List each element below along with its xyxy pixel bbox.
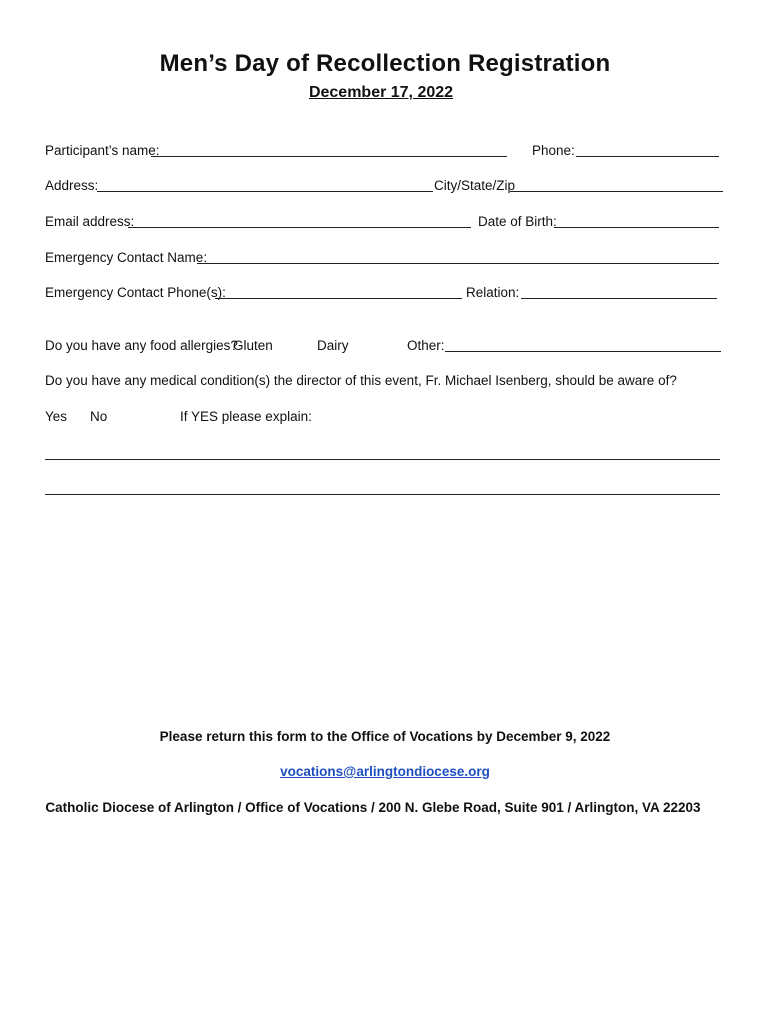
medical-answer-row — [45, 409, 725, 429]
email-row — [45, 214, 725, 234]
address-row — [45, 178, 725, 198]
form-title: Men’s Day of Recollection Registration — [159, 50, 611, 77]
city-state-zip-label: City/State/Zip — [434, 178, 516, 193]
emergency-phone-row — [45, 285, 725, 305]
city-state-zip-field[interactable] — [510, 178, 723, 192]
emergency-phone-label: Emergency Contact Phone(s): — [45, 285, 226, 300]
email-field[interactable] — [128, 214, 471, 228]
explain-line-1[interactable] — [45, 458, 720, 460]
emergency-name-row — [45, 250, 725, 270]
explain-label: If YES please explain: — [180, 409, 312, 424]
contact-email — [0, 764, 770, 779]
participant-name-label: Participant’s name: — [45, 143, 160, 158]
allergies-question: Do you have any food allergies? — [45, 338, 238, 353]
address-field[interactable] — [97, 178, 433, 192]
address-label: Address: — [45, 178, 99, 193]
gluten-option[interactable]: Gluten — [233, 338, 273, 353]
dairy-option[interactable]: Dairy — [317, 338, 349, 353]
relation-field[interactable] — [521, 285, 717, 299]
other-label: Other: — [407, 338, 445, 353]
dob-label: Date of Birth: — [478, 214, 557, 229]
emergency-phone-field[interactable] — [215, 285, 462, 299]
participant-row — [45, 143, 725, 163]
no-option[interactable]: No — [90, 409, 108, 424]
explain-line-2[interactable] — [45, 493, 720, 495]
allergies-row — [45, 338, 725, 358]
event-date: December 17, 2022 — [308, 84, 454, 101]
relation-label: Relation: — [466, 285, 520, 300]
other-allergy-field[interactable] — [445, 338, 721, 352]
emergency-name-label: Emergency Contact Name: — [45, 250, 208, 265]
yes-option[interactable]: Yes — [45, 409, 68, 424]
phone-field[interactable] — [576, 143, 719, 157]
phone-label: Phone: — [532, 143, 575, 158]
office-address: Catholic Diocese of Arlington / Office of Vocations / 200 N. Glebe Road, Suite 901 / Arlington, VA 22203 — [45, 800, 701, 815]
contact-email-link[interactable]: vocations@arlingtondiocese.org — [280, 764, 490, 779]
dob-field[interactable] — [554, 214, 719, 228]
email-label: Email address: — [45, 214, 135, 229]
medical-question: Do you have any medical condition(s) the director of this event, Fr. Michael Isenberg, should be aware of? — [45, 373, 677, 388]
return-note: Please return this form to the Office of Vocations by December 9, 2022 — [159, 729, 611, 744]
medical-question-row — [45, 373, 725, 393]
emergency-name-field[interactable] — [197, 250, 719, 264]
participant-name-field[interactable] — [151, 143, 507, 157]
